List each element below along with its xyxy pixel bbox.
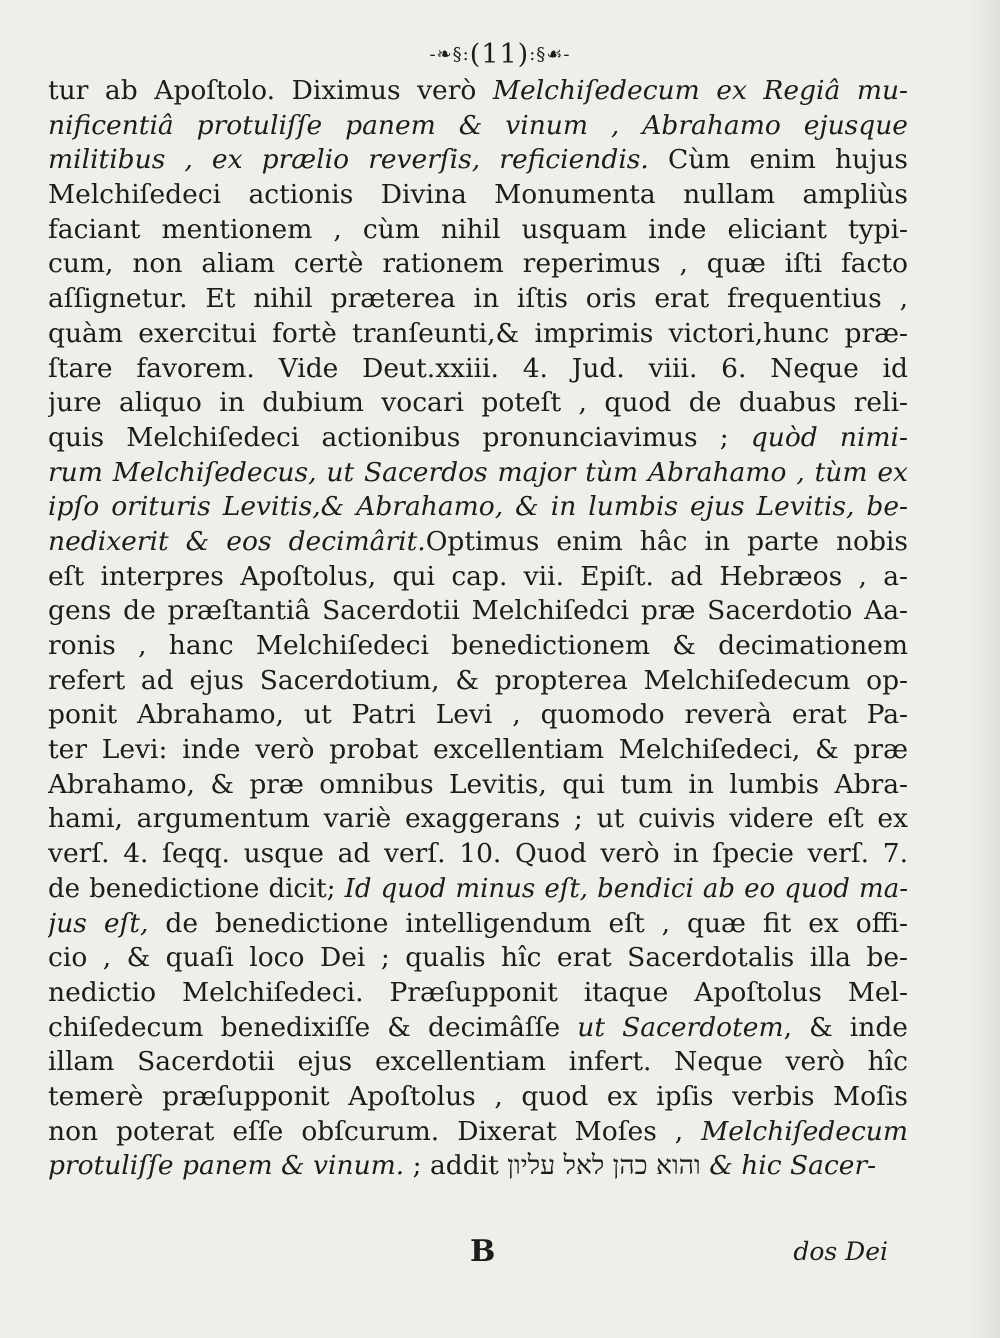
text-line [48, 456, 908, 491]
text-run: gens de præſtantiâ Sacerdotii Melchiſedci præ Sacerdotio Aa- [48, 595, 908, 627]
text-run: nedictio Melchiſedeci. Præſupponit itaque Apoſtolus Mel- [48, 976, 908, 1008]
text-line [48, 1115, 908, 1150]
text-line [48, 594, 908, 629]
italic-text-run: Melchiſedecum [701, 1115, 908, 1147]
text-line [48, 733, 908, 768]
text-line [48, 143, 908, 178]
text-run: eſt interpres Apoſtolus, qui cap. vii. Epiſt. ad Hebræos , a- [48, 560, 908, 592]
text-run: Melchiſedeci actionis Divina Monumenta nullam ampliùs [48, 179, 908, 211]
page-edge-shadow [970, 0, 1000, 1338]
text-line [48, 698, 908, 733]
italic-text-run: protuliſſe panem & vinum. [48, 1150, 405, 1182]
text-line [48, 213, 908, 248]
text-run: faciant mentionem , cùm nihil usquam inde eliciant typi- [48, 213, 908, 245]
text-run: de benedictione intelligendum eſt , quæ fit ex offi- [148, 907, 908, 939]
text-run: illam Sacerdotii ejus excellentiam infert. Neque verò hîc [48, 1046, 908, 1078]
page-number: (11) [469, 39, 530, 70]
text-line [48, 941, 908, 976]
text-run: cio , & quaſi loco Dei ; qualis hîc erat Sacerdotalis illa be- [48, 942, 908, 974]
text-run: Abrahamo, & præ omnibus Levitis, qui tum in lumbis Abra- [48, 768, 908, 800]
text-line [48, 1011, 908, 1046]
italic-text-run: ut Sacerdotem [577, 1011, 784, 1043]
header-ornament-right: :§☙- [529, 44, 571, 65]
text-run: refert ad ejus Sacerdotium, & propterea Melchiſedecum op- [48, 664, 908, 696]
text-run: Cùm enim hujus [648, 144, 908, 176]
text-line [48, 109, 908, 144]
italic-text-run: militibus , ex prælio reverſis, reficiendis. [48, 144, 649, 176]
italic-text-run: rum Melchiſedecus, ut Sacerdos major tùm Abrahamo , tùm ex [48, 456, 908, 488]
text-run: chiſedecum benedixiſſe & decimâſſe [48, 1011, 578, 1043]
text-line [48, 560, 908, 595]
text-line [48, 802, 908, 837]
page-footer [0, 1234, 1000, 1274]
text-line [48, 386, 908, 421]
text-line [48, 178, 908, 213]
italic-text-run: ipſo orituris Levitis,& Abrahamo, & in lumbis ejus Levitis, be- [48, 491, 908, 523]
text-run: ; addit והוא כהן לאל עליון [404, 1150, 710, 1182]
text-line [48, 872, 908, 907]
italic-text-run: quòd nimi- [750, 421, 908, 453]
italic-text-run: nedixerit & eos decimârit. [48, 525, 426, 557]
text-run: verſ. 4. ſeqq. usque ad verſ. 10. Quod verò in ſpecie verſ. 7. [48, 838, 908, 870]
text-line [48, 421, 908, 456]
italic-text-run: jus eſt, [48, 907, 149, 939]
text-run: ponit Abrahamo, ut Patri Levi , quomodo reverà erat Pa- [48, 699, 908, 731]
italic-text-run: Id quod minus eſt, bendici ab eo quod ma- [344, 873, 908, 904]
text-line [48, 976, 908, 1011]
text-run: tur ab Apoſtolo. Diximus verò [48, 75, 493, 106]
text-line [48, 282, 908, 317]
text-run: ronis , hanc Melchiſedeci benedictionem & decimationem [48, 630, 908, 661]
italic-text-run: & hic Sacer- [709, 1150, 877, 1182]
text-line [48, 768, 908, 803]
text-line [48, 1045, 908, 1080]
text-run: quàm exercitui fortè tranſeunti,& imprimis victori,hunc præ- [48, 317, 908, 349]
text-run: cum, non aliam certè rationem reperimus , quæ iſti facto [48, 248, 908, 280]
text-line [48, 525, 908, 560]
text-line [48, 907, 908, 942]
text-line [48, 664, 908, 699]
text-run: de benedictione dicit; [48, 873, 345, 904]
text-run: quis Melchiſedeci actionibus pronunciavimus ; [48, 421, 751, 453]
running-head [0, 38, 1000, 75]
text-run: hami, argumentum variè exaggerans ; ut cuivis videre eſt ex [48, 803, 908, 835]
text-line [48, 490, 908, 525]
header-ornament-left: -❧§: [429, 44, 470, 65]
text-line [48, 629, 908, 664]
text-line [48, 247, 908, 282]
text-run: , & inde [783, 1011, 908, 1043]
catchword: dos Dei [793, 1237, 888, 1266]
italic-text-run: Melchiſedecum ex Regiâ mu- [492, 75, 908, 106]
text-run: aſſignetur. Et nihil præterea in iſtis oris erat frequentius , [48, 283, 908, 315]
text-line [48, 317, 908, 352]
signature-mark: B [470, 1234, 496, 1269]
text-line [48, 1080, 908, 1115]
italic-text-run: nificentiâ protuliſſe panem & vinum , Abrahamo ejusque [48, 109, 908, 141]
text-line [48, 837, 908, 872]
text-line [48, 352, 908, 387]
text-line [48, 1149, 908, 1184]
body-text [48, 74, 908, 1184]
text-run: non poterat eſſe obſcurum. Dixerat Moſes , [48, 1115, 702, 1147]
text-run: ter Levi: inde verò probat excellentiam Melchiſedeci, & præ [48, 734, 908, 766]
text-run: Optimus enim hâc in parte nobis [425, 525, 908, 557]
text-line [48, 74, 908, 109]
text-run: temerè præſupponit Apoſtolus , quod ex ipſis verbis Moſis [48, 1080, 908, 1112]
text-run: jure aliquo in dubium vocari poteſt , quod de duabus reli- [48, 387, 908, 419]
text-run: ſtare favorem. Vide Deut.xxiii. 4. Jud. viii. 6. Neque id [48, 352, 908, 384]
